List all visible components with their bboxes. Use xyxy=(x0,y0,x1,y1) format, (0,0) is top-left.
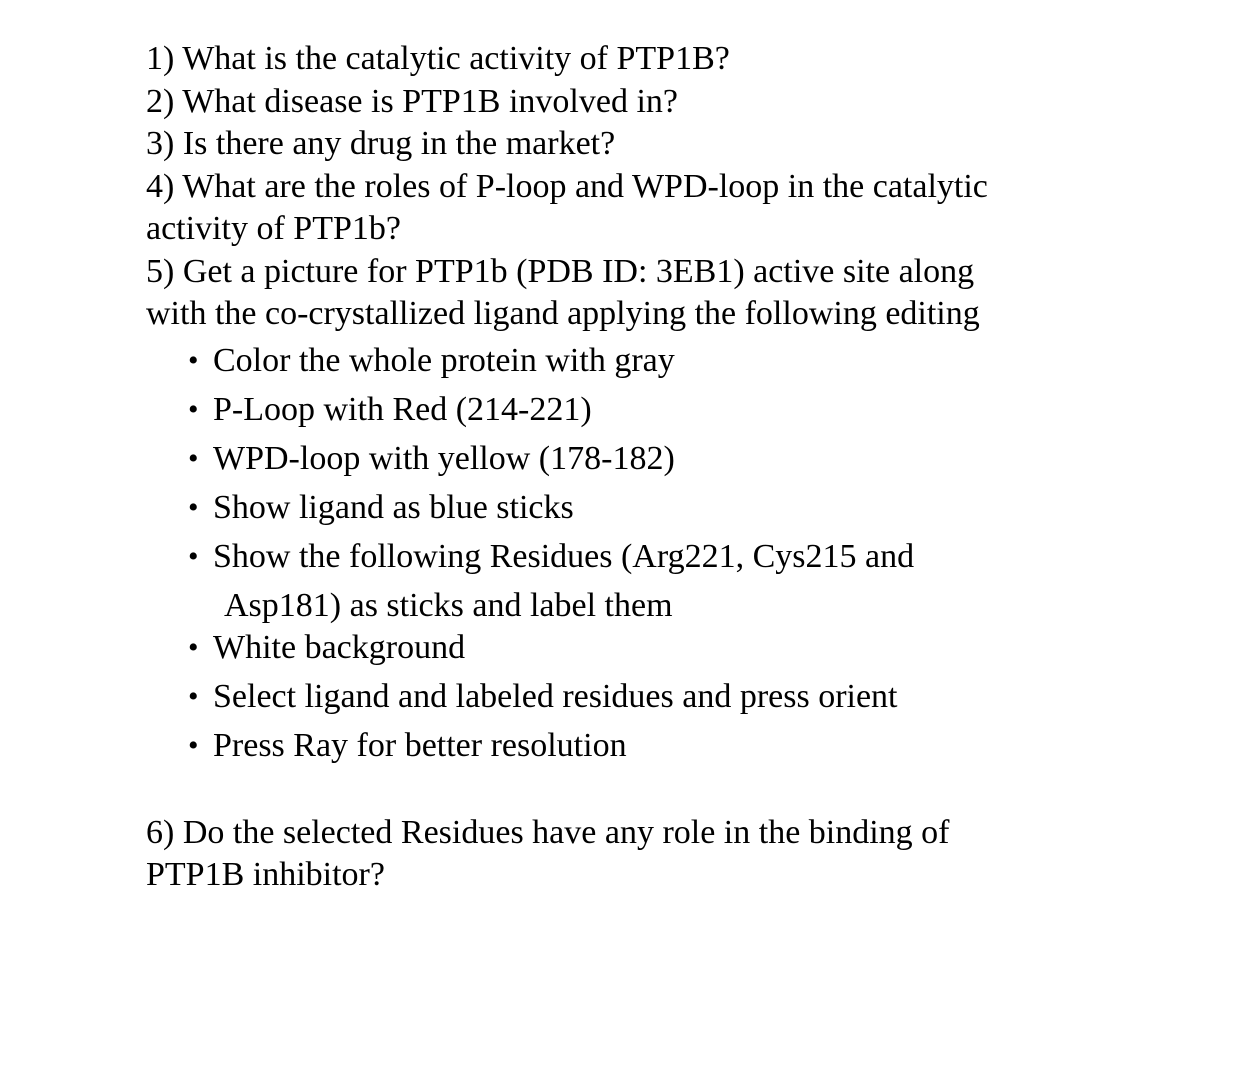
list-item xyxy=(146,623,1146,672)
question-3: 3) Is there any drug in the market? xyxy=(146,125,616,162)
step-text: WPD-loop with yellow (178-182) xyxy=(213,439,675,477)
step-text: Color the whole protein with gray xyxy=(213,341,675,379)
question-6-line-1: 6) Do the selected Residues have any role in the binding of xyxy=(146,813,950,851)
spacer xyxy=(146,770,1146,812)
list-item xyxy=(146,483,1146,532)
step-text-continuation: Asp181) as sticks and label them xyxy=(224,586,673,624)
step-text: Show ligand as blue sticks xyxy=(213,488,574,526)
question-6-line-2: PTP1B inhibitor? xyxy=(146,856,385,893)
question-4-line-1: 4) What are the roles of P-loop and WPD-loop in the catalytic xyxy=(146,167,988,205)
step-text: Select ligand and labeled residues and press orient xyxy=(213,677,898,715)
question-5-line-1: 5) Get a picture for PTP1b (PDB ID: 3EB1) active site along xyxy=(146,252,975,290)
assignment-document xyxy=(146,38,1146,897)
editing-steps-list xyxy=(146,336,1146,770)
bullet-icon: • xyxy=(188,343,199,377)
bullet-icon: • xyxy=(188,630,199,664)
list-item xyxy=(146,532,1146,630)
list-item xyxy=(146,385,1146,434)
list-item xyxy=(146,672,1146,721)
step-text: White background xyxy=(213,628,466,666)
list-item xyxy=(146,721,1146,770)
list-item xyxy=(146,336,1146,385)
question-4-line-2: activity of PTP1b? xyxy=(146,210,401,247)
bullet-icon: • xyxy=(188,679,199,713)
step-text: Show the following Residues (Arg221, Cys215 and xyxy=(213,537,915,575)
bullet-icon: • xyxy=(188,728,199,762)
question-5-line-2: with the co-crystallized ligand applying the following editing xyxy=(146,295,980,332)
question-1: 1) What is the catalytic activity of PTP1B? xyxy=(146,40,730,77)
list-item xyxy=(146,434,1146,483)
bullet-icon: • xyxy=(188,490,199,524)
step-text: Press Ray for better resolution xyxy=(213,726,627,764)
question-2: 2) What disease is PTP1B involved in? xyxy=(146,82,678,120)
bullet-icon: • xyxy=(188,539,199,573)
bullet-icon: • xyxy=(188,392,199,426)
bullet-icon: • xyxy=(188,441,199,475)
step-text: P-Loop with Red (214-221) xyxy=(213,390,592,428)
